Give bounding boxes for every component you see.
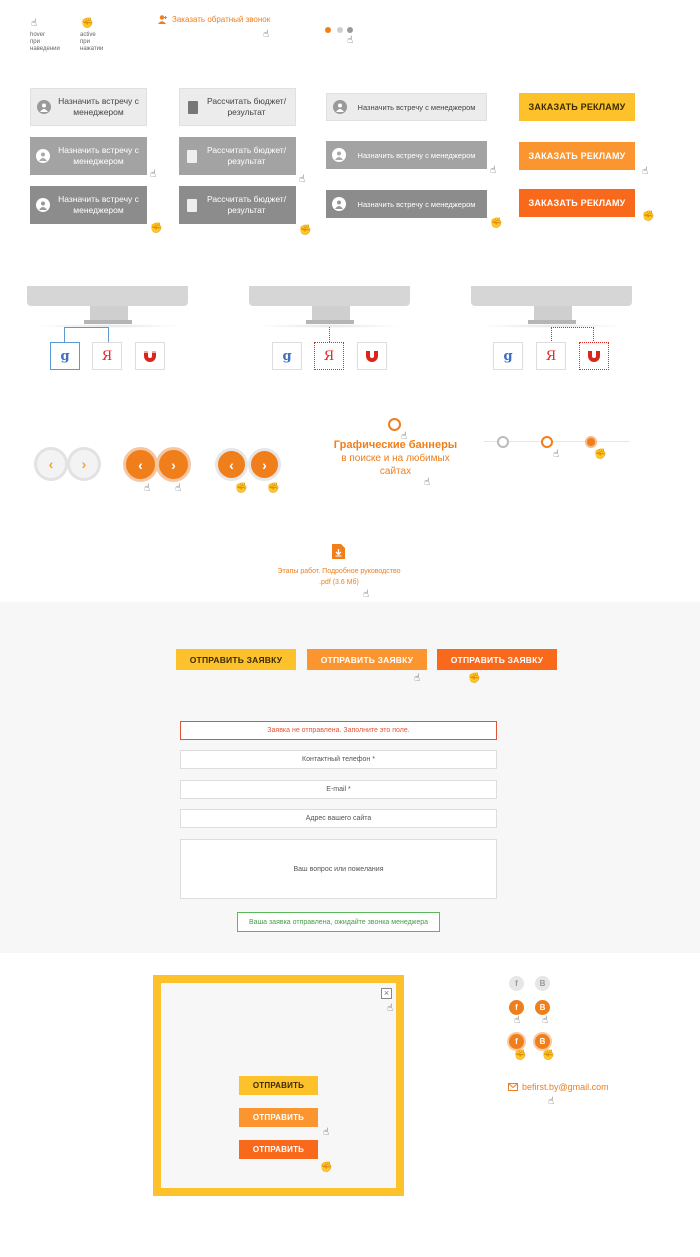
hand-pointer-icon: ☝ <box>323 1127 330 1138</box>
hand-grab-icon: ✊ <box>267 483 280 494</box>
hand-pointer-icon: ☝ <box>490 165 497 176</box>
download-icon <box>332 544 345 559</box>
send-request-button-hover[interactable] <box>307 649 427 670</box>
download-link[interactable] <box>260 566 418 588</box>
calc-budget-button-hover[interactable] <box>179 137 296 175</box>
arrow-right-button[interactable] <box>67 447 101 481</box>
arrow-right-icon: › <box>262 456 267 473</box>
monitor-shadow <box>256 324 404 328</box>
meet-manager-wide-button-hover[interactable] <box>326 141 487 169</box>
arrow-left-icon: ‹ <box>48 456 54 472</box>
magnet-icon[interactable] <box>135 342 165 370</box>
monitor-stand <box>534 306 572 320</box>
hand-pointer-icon: ☝ <box>150 169 157 180</box>
email-placeholder: E-mail * <box>326 786 351 793</box>
google-glyph: g <box>60 348 70 364</box>
send-button[interactable] <box>239 1076 318 1095</box>
arrow-right-icon: › <box>81 456 87 472</box>
form-success-message <box>237 912 440 932</box>
calculator-icon <box>187 150 197 163</box>
hand-pointer-icon: ☝ <box>414 673 421 684</box>
calc-budget-button-active[interactable] <box>179 186 296 224</box>
callback-label: Заказать обратный звонок <box>172 15 271 24</box>
form-success-text: Ваша заявка отправлена, ожидайте звонка менеджера <box>248 918 429 926</box>
hand-grab-icon: ✊ <box>514 1050 527 1061</box>
send-request-label: ОТПРАВИТЬ ЗАЯВКУ <box>320 654 414 665</box>
order-ad-button-hover[interactable] <box>519 142 635 170</box>
google-glyph: g <box>282 348 292 364</box>
site-placeholder: Адрес вашего сайта <box>305 815 372 822</box>
legend-hover-label: hover <box>30 32 46 38</box>
connector-line <box>329 327 330 342</box>
close-icon[interactable]: × <box>381 988 392 999</box>
email-field[interactable] <box>180 780 497 799</box>
banner-title: Графические баннеры <box>333 439 458 451</box>
download-line2: .pdf (3.6 Мб) <box>319 579 359 586</box>
hand-pointer-icon: ☝ <box>424 477 431 488</box>
vk-icon-active[interactable] <box>535 1034 550 1049</box>
send-request-button[interactable] <box>176 649 296 670</box>
google-icon[interactable] <box>50 342 80 370</box>
meet-manager-label: Назначить встречу с менеджером <box>58 96 139 117</box>
connector-line <box>64 327 109 343</box>
hand-pointer-icon: ☝ <box>553 449 560 460</box>
banner-subtitle: в поиске и на любимых сайтах <box>341 453 450 477</box>
yandex-icon[interactable] <box>314 342 344 370</box>
arrow-left-button-active[interactable] <box>215 448 248 481</box>
timeline-dot[interactable] <box>497 436 509 448</box>
calc-budget-label: Рассчитать бюджет/результат <box>206 145 287 166</box>
vk-icon[interactable] <box>535 976 550 991</box>
hand-pointer-icon: ☝ <box>347 35 354 46</box>
form-error-field[interactable] <box>180 721 497 740</box>
pager-dot-hover[interactable] <box>347 27 353 33</box>
legend-hover-ru2: наведении <box>30 46 60 52</box>
calculator-icon <box>187 199 197 212</box>
legend-hover <box>30 32 60 53</box>
yandex-glyph: Я <box>545 348 557 364</box>
hand-pointer-icon: ☝ <box>548 1096 555 1107</box>
send-button-hover[interactable] <box>239 1108 318 1127</box>
meet-manager-wide-label: Назначить встречу с менеджером <box>357 150 476 160</box>
google-glyph: g <box>503 348 513 364</box>
meet-manager-button-active[interactable] <box>30 186 147 224</box>
hand-pointer-icon: ☝ <box>514 1015 521 1026</box>
hand-grab-icon: ✊ <box>542 1050 555 1061</box>
vk-icon-hover[interactable] <box>535 1000 550 1015</box>
calc-budget-label: Рассчитать бюджет/результат <box>206 96 287 117</box>
yandex-icon[interactable] <box>92 342 122 370</box>
hand-grab-icon: ✊ <box>490 218 503 229</box>
vk-glyph: B <box>539 1037 546 1046</box>
hand-pointer-icon: ☝ <box>642 166 649 177</box>
question-textarea[interactable] <box>180 839 497 899</box>
facebook-glyph: f <box>515 1003 518 1012</box>
legend-hover-ru1: при <box>30 39 40 45</box>
vk-glyph: B <box>539 979 546 988</box>
send-request-label: ОТПРАВИТЬ ЗАЯВКУ <box>189 654 283 665</box>
hand-grab-icon: ✊ <box>594 449 607 460</box>
mail-icon <box>508 1083 518 1091</box>
monitor-screen <box>249 286 410 306</box>
send-button-active[interactable] <box>239 1140 318 1159</box>
hand-pointer-icon: ☝ <box>387 1003 394 1014</box>
connector-line <box>551 327 594 343</box>
legend-active-label: active <box>80 32 96 38</box>
email-link[interactable] <box>508 1082 609 1092</box>
yandex-icon[interactable] <box>536 342 566 370</box>
person-icon <box>332 148 346 162</box>
form-error-text: Заявка не отправлена. Заполните это поле. <box>267 727 410 734</box>
feature-marker[interactable] <box>388 418 401 431</box>
send-label: ОТПРАВИТЬ <box>252 1113 305 1122</box>
hand-pointer-icon: ☝ <box>263 29 270 40</box>
magnet-icon[interactable] <box>579 342 609 370</box>
hand-grab-icon: ✊ <box>468 673 481 684</box>
question-placeholder: Ваш вопрос или пожелания <box>293 865 384 873</box>
hand-grab-icon: ✊ <box>235 483 248 494</box>
person-icon <box>36 149 50 163</box>
meet-manager-wide-label: Назначить встречу с менеджером <box>357 199 476 209</box>
email-address: befirst.by@gmail.com <box>522 1082 609 1092</box>
pager-dot[interactable] <box>337 27 343 33</box>
order-ad-label: ЗАКАЗАТЬ РЕКЛАМУ <box>528 102 626 112</box>
monitor-screen <box>471 286 632 306</box>
arrow-left-icon: ‹ <box>229 456 234 473</box>
hand-grab-icon: ✊ <box>81 18 94 29</box>
hand-pointer-icon: ☝ <box>299 174 306 185</box>
download-line1: Этапы работ. Подробное руководство <box>277 568 401 575</box>
hand-pointer-icon: ☝ <box>144 483 151 494</box>
person-icon <box>333 100 347 114</box>
pager-dot-active[interactable] <box>325 27 331 33</box>
meet-manager-wide-button-active[interactable] <box>326 190 487 218</box>
arrow-left-button[interactable] <box>34 447 68 481</box>
google-icon[interactable] <box>272 342 302 370</box>
arrow-right-icon: › <box>171 456 176 473</box>
calc-budget-button[interactable] <box>179 88 296 126</box>
hand-pointer-icon: ☝ <box>31 18 38 29</box>
google-icon[interactable] <box>493 342 523 370</box>
hand-pointer-icon: ☝ <box>542 1015 549 1026</box>
facebook-glyph: f <box>515 979 518 988</box>
magnet-icon[interactable] <box>357 342 387 370</box>
timeline-dot-hover[interactable] <box>541 436 553 448</box>
meet-manager-label: Назначить встречу с менеджером <box>58 145 139 166</box>
meet-manager-button[interactable] <box>30 88 147 126</box>
arrow-right-button-hover[interactable] <box>156 447 191 482</box>
legend-active <box>80 32 103 53</box>
banner-feature[interactable] <box>333 438 458 478</box>
yandex-glyph: Я <box>323 348 335 364</box>
meet-manager-label: Назначить встречу с менеджером <box>58 194 139 215</box>
facebook-glyph: f <box>515 1037 518 1046</box>
hand-pointer-icon: ☝ <box>401 431 408 442</box>
meet-manager-wide-label: Назначить встречу с менеджером <box>357 102 476 112</box>
send-label: ОТПРАВИТЬ <box>252 1145 305 1154</box>
person-icon <box>36 198 50 212</box>
meet-manager-wide-button[interactable] <box>326 93 487 121</box>
facebook-icon[interactable] <box>509 976 524 991</box>
add-user-icon <box>158 15 168 24</box>
hand-grab-icon: ✊ <box>642 211 655 222</box>
monitor-stand <box>90 306 128 320</box>
facebook-icon-hover[interactable] <box>509 1000 524 1015</box>
phone-field[interactable] <box>180 750 497 769</box>
phone-placeholder: Контактный телефон * <box>302 756 375 763</box>
hand-grab-icon: ✊ <box>320 1162 333 1173</box>
yandex-glyph: Я <box>101 348 113 364</box>
calculator-icon <box>188 101 198 114</box>
hand-grab-icon: ✊ <box>299 225 312 236</box>
legend-active-ru1: при <box>80 39 90 45</box>
arrow-left-button-hover[interactable] <box>123 447 158 482</box>
send-label: ОТПРАВИТЬ <box>252 1081 305 1090</box>
person-icon <box>332 197 346 211</box>
calc-budget-label: Рассчитать бюджет/результат <box>206 194 287 215</box>
person-icon <box>37 100 51 114</box>
legend-active-ru2: нажатии <box>80 46 104 52</box>
vk-glyph: B <box>539 1003 546 1012</box>
order-ad-label: ЗАКАЗАТЬ РЕКЛАМУ <box>528 151 626 161</box>
arrow-right-button-active[interactable] <box>248 448 281 481</box>
order-ad-label: ЗАКАЗАТЬ РЕКЛАМУ <box>528 198 626 208</box>
site-field[interactable] <box>180 809 497 828</box>
arrow-left-icon: ‹ <box>138 456 143 473</box>
hand-pointer-icon: ☝ <box>175 483 182 494</box>
hand-grab-icon: ✊ <box>150 223 163 234</box>
order-ad-button-active[interactable] <box>519 189 635 217</box>
hand-pointer-icon: ☝ <box>363 589 370 600</box>
meet-manager-button-hover[interactable] <box>30 137 147 175</box>
timeline-dot-active[interactable] <box>585 436 597 448</box>
send-request-label: ОТПРАВИТЬ ЗАЯВКУ <box>450 654 544 665</box>
send-request-button-active[interactable] <box>437 649 557 670</box>
monitor-screen <box>27 286 188 306</box>
order-ad-button[interactable] <box>519 93 635 121</box>
callback-link[interactable] <box>158 15 270 24</box>
monitor-stand <box>312 306 350 320</box>
facebook-icon-active[interactable] <box>509 1034 524 1049</box>
